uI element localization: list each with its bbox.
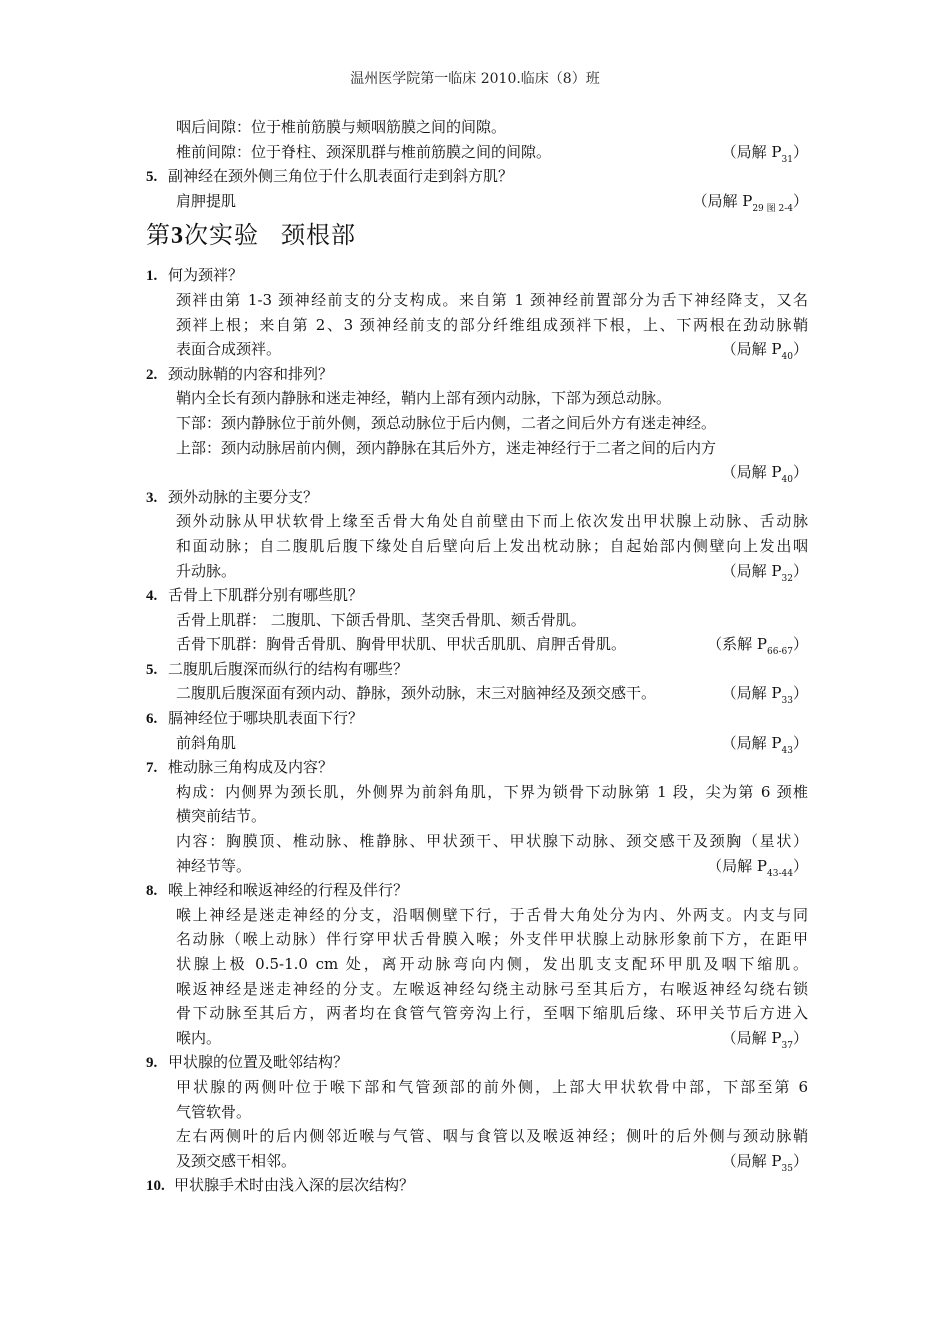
reference-page: 40	[781, 352, 793, 363]
answer-text: 构成：内侧界为颈长肌，外侧界为前斜角肌，下界为锁骨下动脉第 1 段，尖为第 6 颈椎	[176, 782, 808, 801]
answer-line	[146, 804, 808, 829]
reference-book: （局解 P	[707, 856, 768, 875]
answer-line	[146, 460, 808, 485]
answer-line	[146, 731, 808, 756]
reference-page: 32	[781, 573, 793, 584]
answer-line	[146, 559, 808, 584]
reference-book: （局解 P	[692, 191, 753, 210]
question	[146, 362, 808, 387]
answer-text: 状腺上极 0.5-1.0 cm 处，离开动脉弯向内侧，发出肌支支配环甲肌及咽下缩肌。	[176, 955, 808, 973]
reference-page: 35	[781, 1163, 793, 1174]
question	[146, 878, 808, 903]
answer-text: 名动脉（喉上动脉）伴行穿甲状舌骨膜入喉；外支伴甲状腺上动脉形象前下方，在距甲	[176, 930, 808, 949]
reference	[692, 189, 808, 222]
text-line: 椎前间隙：位于脊柱、颈深肌群与椎前筋膜之间的间隙。	[176, 142, 552, 161]
question-list	[146, 263, 808, 1198]
answer-text: 内容：胸膜顶、椎动脉、椎静脉、甲状颈干、甲状腺下动脉、颈交感干及颈胸（星状）	[176, 832, 808, 851]
reference-close: ）	[792, 340, 808, 359]
reference-close: ）	[792, 635, 808, 654]
page-header: 温州医学院第一临床 2010.临床（8）班	[350, 71, 600, 87]
question-text: 喉上神经和喉返神经的行程及伴行？	[168, 881, 409, 900]
answer-line	[146, 288, 808, 313]
question-text: 椎动脉三角构成及内容？	[168, 758, 334, 777]
question	[146, 657, 808, 682]
reference-close: ）	[792, 561, 808, 580]
question-number: 2.	[146, 366, 158, 383]
answer-text: 横突前结节。	[176, 807, 267, 826]
question	[146, 583, 808, 608]
answer-text: 前斜角肌	[176, 733, 237, 752]
reference-close: ）	[792, 191, 808, 210]
question-text: 颈外动脉的主要分支？	[168, 487, 319, 506]
section-number: 3	[171, 223, 184, 250]
question-number: 5.	[146, 661, 158, 678]
answer-line	[146, 927, 808, 952]
question	[146, 263, 808, 288]
answer-line	[146, 1100, 808, 1125]
answer-line	[146, 1026, 808, 1051]
reference-book: （局解 P	[721, 733, 782, 752]
section-prefix: 第	[146, 221, 171, 250]
answer-line	[146, 534, 808, 559]
answer-text: 表面合成颈袢。	[176, 340, 282, 359]
answer-line	[146, 608, 808, 633]
answer-text: 舌骨下肌群：胸骨舌骨肌、胸骨甲状肌、甲状舌肌肌、肩胛舌骨肌。	[176, 635, 627, 654]
answer-line	[146, 189, 808, 214]
reference-page: 40	[781, 475, 793, 486]
question-text: 颈动脉鞘的内容和排列？	[168, 364, 334, 383]
question-number: 9.	[146, 1055, 158, 1072]
reference-close: ）	[792, 856, 808, 875]
answer-line	[146, 337, 808, 362]
answer-text: 鞘内全长有颈内静脉和迷走神经，鞘内上部有颈内动脉，下部为颈总动脉。	[176, 389, 672, 408]
answer-text: 及颈交感干相邻。	[176, 1151, 297, 1170]
reference-page: 43	[781, 745, 793, 756]
question	[146, 706, 808, 731]
answer-text: 骨下动脉至其后方，两者均在食管气管旁沟上行，至咽下缩肌后缘、环甲关节后方进入	[176, 1004, 808, 1023]
question-text: 二腹肌后腹深而纵行的结构有哪些？	[168, 659, 409, 678]
reference-book: （局解 P	[721, 1028, 782, 1047]
answer-text: 二腹肌后腹深面有颈内动、静脉，颈外动脉，末三对脑神经及颈交感干。	[176, 684, 657, 703]
reference-close: ）	[792, 1028, 808, 1047]
text-line: 咽后间隙：位于椎前筋膜与颊咽筋膜之间的间隙。	[176, 118, 507, 136]
question-number: 8.	[146, 883, 158, 900]
reference-page: 29 图 2-4	[752, 203, 793, 214]
answer-text: 颈袢上根；来自第 2、3 颈神经前支的部分纤维组成颈袢下根，上、下两根在劲动脉鞘	[176, 315, 808, 334]
question-number: 4.	[146, 588, 158, 605]
question	[146, 485, 808, 510]
answer-text: 舌骨上肌群： 二腹肌、下颌舌骨肌、茎突舌骨肌、颏舌骨肌。	[176, 610, 586, 629]
reference-book: （局解 P	[721, 142, 782, 161]
answer-text: 上部：颈内动脉居前内侧，颈内静脉在其后外方，迷走神经行于二者之间的后内方	[176, 438, 717, 457]
answer-line	[146, 1149, 808, 1174]
question-number: 3.	[146, 489, 158, 506]
question-text: 甲状腺的位置及毗邻结构？	[168, 1053, 349, 1072]
question-text: 副神经在颈外侧三角位于什么肌表面行走到斜方肌？	[168, 167, 514, 186]
answer-text: 颈外动脉从甲状软骨上缘至舌骨大角处自前壁由下而上依次发出甲状腺上动脉、舌动脉	[176, 512, 808, 531]
question-text: 何为颈袢？	[168, 266, 244, 285]
answer-text: 气管软骨。	[176, 1102, 252, 1121]
reference-close: ）	[792, 463, 808, 482]
answer-text: 喉内。	[176, 1028, 222, 1047]
reference-book: （局解 P	[721, 561, 782, 580]
answer-line	[146, 1124, 808, 1149]
question-text: 膈神经位于哪块肌表面下行？	[168, 709, 364, 728]
answer-text: 神经节等。	[176, 856, 252, 875]
answer-text: 喉返神经是迷走神经的分支。左喉返神经勾绕主动脉弓至其后方，右喉返神经勾绕右锁	[176, 979, 808, 998]
question-text: 舌骨上下肌群分别有哪些肌？	[168, 586, 364, 605]
answer-text: 和面动脉；自二腹肌后腹下缘处自后壁向后上发出枕动脉；自起始部内侧壁向上发出咽	[176, 536, 808, 555]
answer-line	[146, 1001, 808, 1026]
answer-line	[146, 829, 808, 854]
answer-text: 左右两侧叶的后内侧邻近喉与气管、咽与食管以及喉返神经；侧叶的后外侧与颈动脉鞘	[176, 1127, 808, 1146]
answer-line	[146, 681, 808, 706]
question	[146, 1173, 808, 1198]
reference-book: （局解 P	[721, 340, 782, 359]
question	[146, 1050, 808, 1075]
question	[146, 755, 808, 780]
reference-close: ）	[792, 733, 808, 752]
answer-text: 甲状腺的两侧叶位于喉下部和气管颈部的前外侧，上部大甲状软骨中部，下部至第 6	[176, 1077, 808, 1096]
answer-line	[146, 313, 808, 338]
reference-page: 37	[781, 1040, 793, 1051]
answer-line	[146, 903, 808, 928]
section-subtitle: 颈根部	[281, 221, 356, 250]
section-title-text: 次实验	[184, 221, 259, 250]
question-number: 10.	[146, 1178, 165, 1195]
reference-page: 31	[781, 154, 793, 165]
section-title	[146, 215, 808, 259]
page-content	[146, 115, 808, 1198]
question-number: 5.	[146, 169, 158, 186]
answer-text: 肩胛提肌	[176, 191, 237, 210]
answer-line	[146, 632, 808, 657]
answer-line	[146, 780, 808, 805]
question-number: 1.	[146, 268, 158, 285]
answer-line	[146, 386, 808, 411]
reference-book: （局解 P	[721, 1151, 782, 1170]
question-number: 7.	[146, 760, 158, 777]
reference-book: （局解 P	[721, 684, 782, 703]
answer-line	[146, 854, 808, 879]
reference-page: 66-67	[767, 647, 793, 658]
question-number: 6.	[146, 711, 158, 728]
answer-text: 下部：颈内静脉位于前外侧，颈总动脉位于后内侧，二者之间后外方有迷走神经。	[176, 413, 717, 432]
answer-text: 颈袢由第 1-3 颈神经前支的分支构成。来自第 1 颈神经前置部分为舌下神经降支，又名	[176, 290, 808, 309]
answer-line	[146, 952, 808, 977]
reference-book: （局解 P	[721, 463, 782, 482]
answer-line	[146, 1075, 808, 1100]
answer-line	[146, 411, 808, 436]
reference-close: ）	[792, 684, 808, 703]
answer-text: 升动脉。	[176, 561, 237, 580]
answer-text: 喉上神经是迷走神经的分支，沿咽侧壁下行，于舌骨大角处分为内、外两支。内支与同	[176, 905, 808, 924]
reference-close: ）	[792, 142, 808, 161]
question	[146, 164, 808, 189]
reference-page: 43-44	[767, 868, 793, 879]
reference-close: ）	[792, 1151, 808, 1170]
reference-page: 33	[781, 696, 793, 707]
answer-line	[146, 436, 808, 461]
text-line	[146, 140, 808, 165]
reference-book: （系解 P	[707, 635, 768, 654]
question-text: 甲状腺手术时由浅入深的层次结构？	[174, 1176, 415, 1195]
answer-line	[146, 977, 808, 1002]
answer-line	[146, 509, 808, 534]
